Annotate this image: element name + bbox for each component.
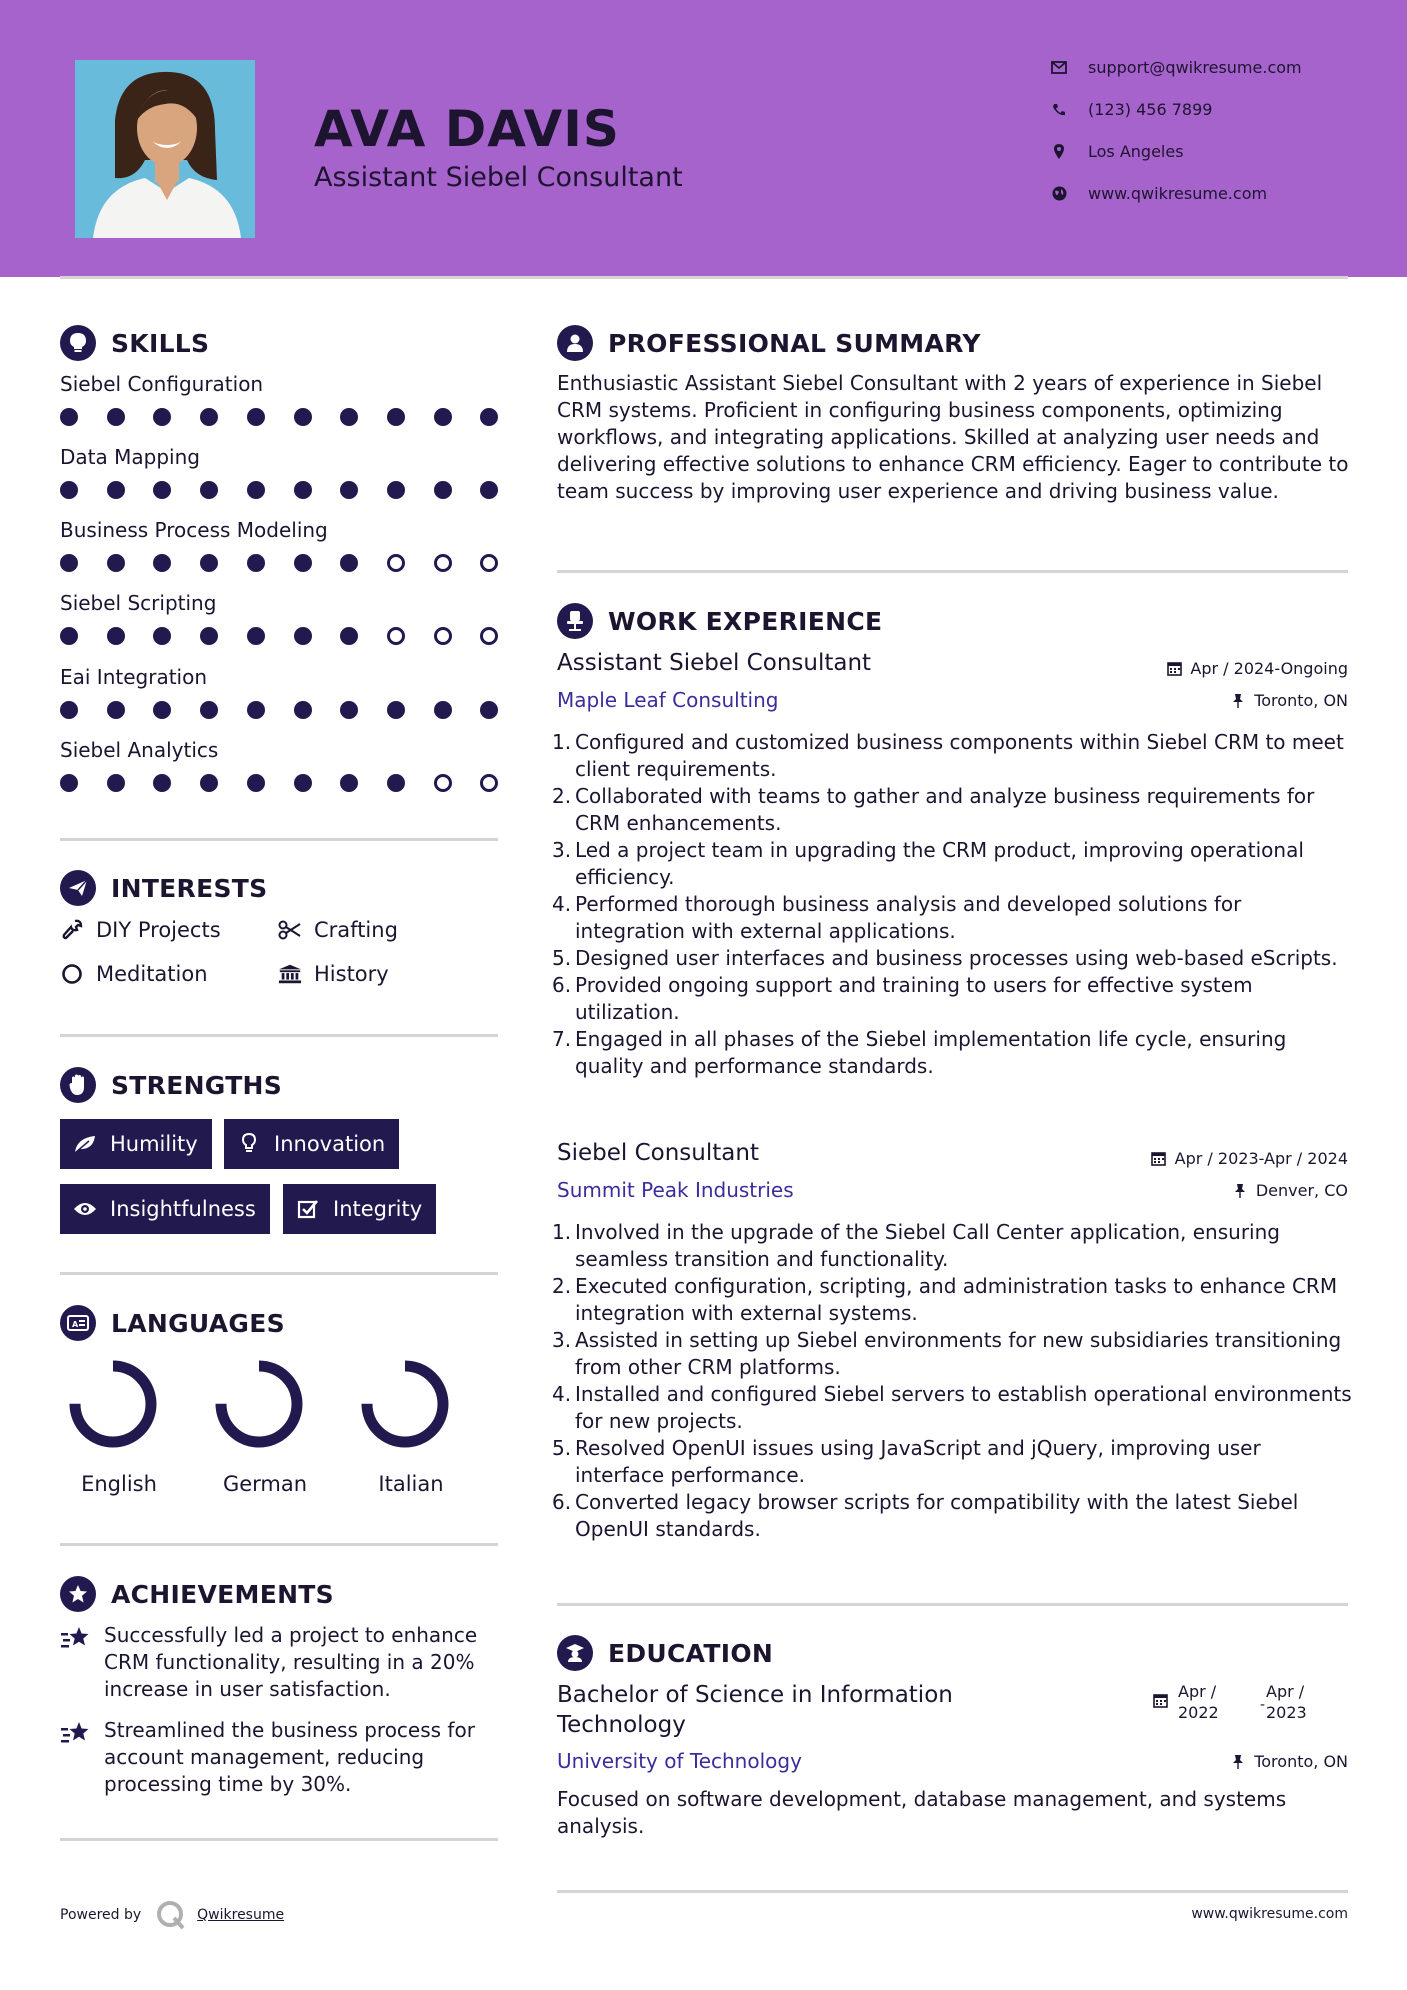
language-label: English: [81, 1472, 157, 1496]
interest-item: [278, 918, 398, 942]
languages-title: LANGUAGES: [111, 1308, 285, 1338]
education-location-text: Toronto, ON: [1254, 1752, 1348, 1771]
section-divider: [557, 1603, 1348, 1606]
duty-item: Installed and configured Siebel servers to establish operational environments for new projects.: [575, 1382, 1352, 1433]
header-divider: [60, 276, 1348, 279]
rating-dot-filled: [200, 554, 218, 572]
rating-dot-filled: [107, 554, 125, 572]
pushpin-icon: [1230, 693, 1246, 709]
job-location-text: Toronto, ON: [1254, 691, 1348, 710]
duty-item: Assisted in setting up Siebel environments for new subsidiaries transitioning from other CRM platforms.: [575, 1328, 1342, 1379]
rating-dot-filled: [340, 627, 358, 645]
rating-dot-filled: [340, 481, 358, 499]
language-level-arc: [75, 1366, 151, 1442]
rating-dot-filled: [340, 408, 358, 426]
rating-dot-filled: [480, 701, 498, 719]
rating-dot-filled: [294, 627, 312, 645]
skills-title: SKILLS: [111, 328, 210, 358]
rating-dot-filled: [340, 554, 358, 572]
contact-website-text: www.qwikresume.com: [1088, 184, 1268, 203]
rating-dot-empty: [480, 554, 498, 572]
skill-label: Eai Integration: [60, 665, 208, 689]
rating-dot-filled: [434, 481, 452, 499]
rating-dot-empty: [387, 627, 405, 645]
date-part: 2022: [1178, 1703, 1219, 1722]
interest-item: [60, 918, 221, 942]
section-divider: [557, 570, 1348, 573]
candidate-name: AVA DAVIS: [314, 100, 620, 158]
job-location: [1230, 691, 1348, 710]
rating-dot-filled: [340, 701, 358, 719]
rating-dot-filled: [107, 481, 125, 499]
rating-dot-filled: [294, 554, 312, 572]
duty-item: Configured and customized business components within Siebel CRM to meet client requirements.: [575, 730, 1344, 781]
school-name[interactable]: University of Technology: [557, 1749, 802, 1773]
skill-rating: [60, 774, 500, 794]
contact-email-text: support@qwikresume.com: [1088, 58, 1302, 77]
language-level-arc: [367, 1366, 443, 1442]
language-ring: [66, 1357, 160, 1451]
powered-by-label: Powered by: [60, 1907, 142, 1923]
rating-dot-filled: [294, 701, 312, 719]
qwikresume-logo-icon: [155, 1899, 187, 1931]
strengths-title: STRENGTHS: [111, 1070, 283, 1100]
skill-label: Data Mapping: [60, 445, 200, 469]
paper-plane-icon: [60, 870, 96, 906]
rating-dot-empty: [434, 774, 452, 792]
duty-item: Designed user interfaces and business processes using web-based eScripts.: [575, 946, 1338, 970]
job-dates-text: Apr / 2023-Apr / 2024: [1174, 1149, 1348, 1168]
star-icon: [60, 1576, 96, 1612]
map-pin-icon: [1050, 143, 1068, 161]
contact-email[interactable]: [1050, 58, 1302, 77]
company-name[interactable]: Summit Peak Industries: [557, 1178, 794, 1202]
interest-item: [60, 962, 208, 986]
powered-by: [60, 1899, 284, 1931]
rating-dot-filled: [247, 627, 265, 645]
job-dates: [1151, 1149, 1348, 1168]
experience-title: WORK EXPERIENCE: [608, 606, 883, 636]
duties-list: [575, 729, 1355, 1080]
rating-dot-filled: [107, 408, 125, 426]
rating-dot-filled: [247, 408, 265, 426]
strengths-heading: [60, 1067, 282, 1103]
scissors-icon: [278, 918, 302, 942]
education-title: EDUCATION: [608, 1638, 774, 1668]
wrench-icon: [60, 918, 84, 942]
phone-icon: [1050, 101, 1068, 119]
language-label: Italian: [378, 1472, 444, 1496]
circle-icon: [60, 962, 84, 986]
duty-item: Performed thorough business analysis and developed solutions for integration with external applications.: [575, 892, 1242, 943]
education-location: [1230, 1752, 1348, 1771]
job-dates: [1166, 659, 1348, 678]
job-location-text: Denver, CO: [1255, 1181, 1348, 1200]
skills-heading: [60, 325, 209, 361]
strength-label: Insightfulness: [110, 1197, 256, 1221]
duty-item: Collaborated with teams to gather and analyze business requirements for CRM enhancements.: [575, 784, 1315, 835]
lightbulb-icon: [236, 1132, 262, 1156]
interest-label: Meditation: [96, 962, 208, 986]
strength-tag: [60, 1184, 270, 1234]
rating-dot-filled: [200, 774, 218, 792]
calendar-icon: [1166, 661, 1182, 677]
achievement-item: [60, 1622, 500, 1703]
skill-rating: [60, 408, 500, 428]
rating-dot-filled: [294, 481, 312, 499]
section-divider: [60, 1272, 498, 1275]
duty-item: Involved in the upgrade of the Siebel Call Center application, ensuring seamless transition and functionality.: [575, 1220, 1280, 1271]
museum-icon: [278, 962, 302, 986]
degree-title: Bachelor of Science in Information Technology: [557, 1682, 953, 1738]
qwikresume-link[interactable]: Qwikresume: [197, 1907, 285, 1923]
leaf-icon: [72, 1132, 98, 1156]
hand-icon: [60, 1067, 96, 1103]
rating-dot-filled: [340, 774, 358, 792]
rating-dot-empty: [434, 627, 452, 645]
rating-dot-filled: [107, 627, 125, 645]
globe-icon: [1050, 185, 1068, 203]
rating-dot-empty: [387, 554, 405, 572]
rating-dot-filled: [480, 481, 498, 499]
profile-photo: [75, 60, 255, 238]
interest-label: DIY Projects: [96, 918, 221, 942]
achievement-text: Successfully led a project to enhance CRM functionality, resulting in a 20% increase in user satisfaction.: [104, 1623, 478, 1701]
duties-list: [575, 1219, 1355, 1543]
pushpin-icon: [1232, 1183, 1248, 1199]
rating-dot-filled: [60, 774, 78, 792]
eye-icon: [72, 1197, 98, 1221]
rating-dot-filled: [107, 774, 125, 792]
interest-label: Crafting: [314, 918, 398, 942]
section-divider: [60, 1838, 498, 1841]
contact-phone-text: (123) 456 7899: [1088, 100, 1213, 119]
shooting-star-icon: [60, 1624, 92, 1654]
candidate-role: Assistant Siebel Consultant: [314, 162, 683, 193]
achievement-text: Streamlined the business process for account management, reducing processing time by 30%.: [104, 1718, 475, 1796]
rating-dot-filled: [387, 774, 405, 792]
header-banner: [0, 0, 1407, 277]
achievements-heading: [60, 1576, 334, 1612]
contact-phone[interactable]: [1050, 100, 1212, 119]
rating-dot-filled: [107, 701, 125, 719]
pushpin-icon: [1230, 1754, 1246, 1770]
date-part: 2023: [1266, 1703, 1307, 1722]
rating-dot-filled: [294, 774, 312, 792]
interests-title: INTERESTS: [111, 873, 268, 903]
interest-item: [278, 962, 389, 986]
rating-dot-empty: [434, 554, 452, 572]
date-part: Apr /: [1266, 1682, 1305, 1701]
chair-icon: [557, 603, 593, 639]
strength-tag: [60, 1119, 212, 1169]
job-location: [1232, 1181, 1348, 1200]
strength-label: Humility: [110, 1132, 198, 1156]
strength-tag: [283, 1184, 436, 1234]
rating-dot-filled: [200, 481, 218, 499]
rating-dot-filled: [200, 408, 218, 426]
skill-label: Siebel Analytics: [60, 738, 219, 762]
language-ring: [358, 1357, 452, 1451]
envelope-icon: [1050, 59, 1068, 77]
rating-dot-filled: [153, 627, 171, 645]
rating-dot-filled: [434, 701, 452, 719]
rating-dot-filled: [60, 701, 78, 719]
rating-dot-filled: [247, 481, 265, 499]
section-divider: [557, 1890, 1348, 1893]
contact-website[interactable]: [1050, 184, 1267, 203]
rating-dot-empty: [480, 774, 498, 792]
rating-dot-filled: [60, 408, 78, 426]
skill-rating: [60, 481, 500, 501]
achievements-title: ACHIEVEMENTS: [111, 1579, 334, 1609]
summary-title: PROFESSIONAL SUMMARY: [608, 328, 981, 358]
rating-dot-filled: [153, 554, 171, 572]
education-end-date: [1266, 1681, 1307, 1723]
rating-dot-filled: [480, 408, 498, 426]
rating-dot-filled: [153, 481, 171, 499]
section-divider: [60, 838, 498, 841]
rating-dot-filled: [153, 774, 171, 792]
rating-dot-filled: [294, 408, 312, 426]
rating-dot-filled: [387, 408, 405, 426]
language-label: German: [222, 1472, 308, 1496]
rating-dot-filled: [247, 554, 265, 572]
section-divider: [60, 1034, 498, 1037]
skill-label: Business Process Modeling: [60, 518, 328, 542]
skill-rating: [60, 701, 500, 721]
education-description: Focused on software development, database management, and systems analysis.: [557, 1787, 1287, 1838]
contact-location-text: Los Angeles: [1088, 142, 1184, 161]
skill-label: Siebel Configuration: [60, 372, 264, 396]
rating-dot-filled: [153, 408, 171, 426]
rating-dot-filled: [60, 481, 78, 499]
rating-dot-filled: [434, 408, 452, 426]
date-separator: -: [1260, 1697, 1266, 1713]
summary-heading: [557, 325, 981, 361]
contact-location: [1050, 142, 1184, 161]
rating-dot-filled: [387, 481, 405, 499]
interest-label: History: [314, 962, 389, 986]
rating-dot-filled: [200, 627, 218, 645]
duty-item: Executed configuration, scripting, and administration tasks to enhance CRM integration with external systems.: [575, 1274, 1338, 1325]
user-icon: [557, 325, 593, 361]
strength-label: Integrity: [333, 1197, 423, 1221]
company-name[interactable]: Maple Leaf Consulting: [557, 688, 779, 712]
rating-dot-filled: [247, 774, 265, 792]
id-card-icon: [60, 1305, 96, 1341]
rating-dot-filled: [60, 554, 78, 572]
duty-item: Resolved OpenUI issues using JavaScript and jQuery, improving user interface performance.: [575, 1436, 1261, 1487]
languages-heading: [60, 1305, 285, 1341]
strength-label: Innovation: [274, 1132, 386, 1156]
section-divider: [60, 1543, 498, 1546]
rating-dot-empty: [480, 627, 498, 645]
education-heading: [557, 1635, 773, 1671]
duty-item: Led a project team in upgrading the CRM product, improving operational efficiency.: [575, 838, 1304, 889]
date-part: Apr /: [1178, 1682, 1217, 1701]
calendar-icon: [1153, 1693, 1168, 1712]
strength-tag: [224, 1119, 399, 1169]
rating-dot-filled: [387, 701, 405, 719]
rating-dot-filled: [200, 701, 218, 719]
experience-heading: [557, 603, 882, 639]
skill-label: Siebel Scripting: [60, 591, 217, 615]
job-dates-text: Apr / 2024-Ongoing: [1190, 659, 1348, 678]
skill-rating: [60, 627, 500, 647]
education-start-date: [1178, 1681, 1219, 1723]
footer-website[interactable]: www.qwikresume.com: [1191, 1906, 1348, 1922]
rating-dot-filled: [60, 627, 78, 645]
checkbox-icon: [295, 1197, 321, 1221]
language-ring: [212, 1357, 306, 1451]
shooting-star-icon: [60, 1719, 92, 1749]
lightbulb-icon: [60, 325, 96, 361]
language-level-arc: [221, 1366, 297, 1442]
job-title: Assistant Siebel Consultant: [557, 650, 872, 676]
rating-dot-filled: [247, 701, 265, 719]
duty-item: Converted legacy browser scripts for compatibility with the latest Siebel OpenUI standards.: [575, 1490, 1299, 1541]
rating-dot-filled: [153, 701, 171, 719]
summary-text: Enthusiastic Assistant Siebel Consultant with 2 years of experience in Siebel CRM systems. Proficient in configuring business components, optimizing workflows, and integrating applications. Skilled at analyzing user needs and delivering effective solutions to enhance CRM efficiency. Eager to contribute to team success by improving user experience and driving business value.: [557, 371, 1349, 503]
interests-heading: [60, 870, 267, 906]
calendar-icon: [1151, 1151, 1167, 1167]
skill-rating: [60, 554, 500, 574]
duty-item: Engaged in all phases of the Siebel implementation life cycle, ensuring quality and performance standards.: [575, 1027, 1287, 1078]
duty-item: Provided ongoing support and training to users for effective system utilization.: [575, 973, 1253, 1024]
achievement-item: [60, 1717, 500, 1798]
graduate-icon: [557, 1635, 593, 1671]
svg-text:A: A: [72, 1320, 79, 1329]
job-title: Siebel Consultant: [557, 1140, 759, 1166]
